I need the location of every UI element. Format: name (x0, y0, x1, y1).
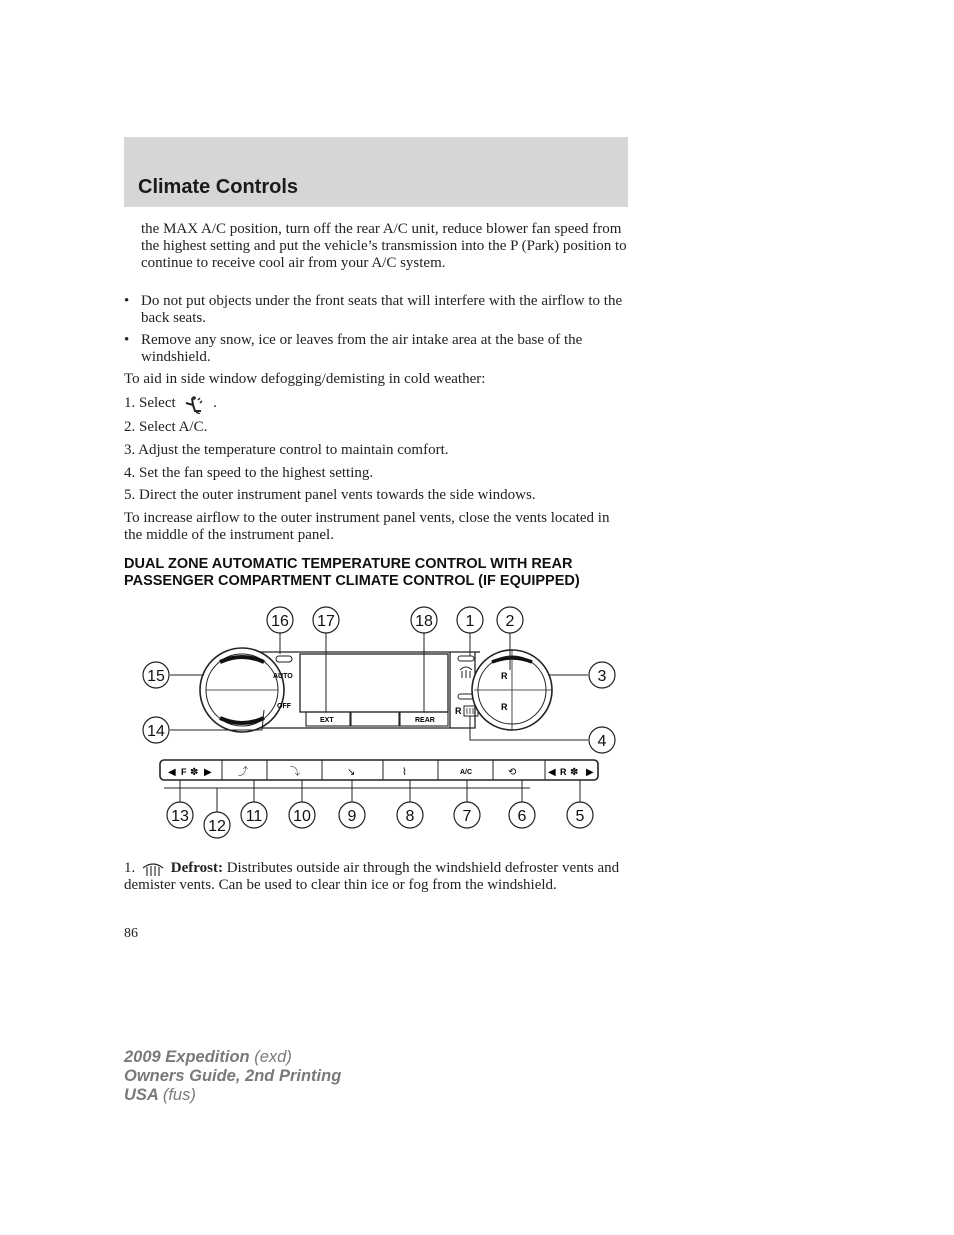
footer-line-1 (124, 1048, 341, 1067)
bullet-dot: • (124, 293, 130, 309)
footer-market-code: (fus) (162, 1086, 196, 1104)
floor-mode-icon: ↘ (347, 767, 356, 778)
callout-16-label: 16 (271, 613, 289, 630)
climate-control-diagram (140, 600, 620, 845)
rear-label: REAR (415, 717, 435, 724)
knob-r-top: R (501, 671, 508, 681)
definition-item (124, 860, 628, 894)
knob-r-bottom: R (501, 702, 508, 712)
callout-3-label: 3 (597, 668, 607, 685)
body-text (124, 221, 628, 551)
paragraph-aid: To aid in side window defogging/demisting in cold weather: (124, 371, 486, 387)
rear-fan-left-arrow: ◀ (548, 767, 556, 778)
footer-model-code: (exd) (254, 1048, 292, 1066)
callout-17-label: 17 (317, 613, 335, 630)
footer-line-2: Owners Guide, 2nd Printing (124, 1067, 342, 1085)
panel-floor-icon: ⤵ (290, 767, 300, 778)
step-1 (124, 395, 628, 412)
footer-model: 2009 Expedition (124, 1048, 250, 1066)
auto-label: AUTO (273, 673, 293, 680)
panel-mode-icon: ⤴ (238, 767, 248, 778)
footer-market: USA (124, 1086, 159, 1104)
page-number: 86 (124, 926, 138, 941)
section-title: Climate Controls (138, 176, 299, 198)
rear-fan-icon: ✽ (570, 767, 579, 778)
callout-14-label: 14 (147, 723, 165, 740)
step-1-suffix: . (213, 395, 217, 411)
definition-text: Distributes outside air through the windshield defroster vents and demister vents. Can be used to clear thin ice or fog from the windshield. (124, 860, 620, 893)
defrost-icon (139, 861, 167, 877)
callout-12-label: 12 (208, 818, 226, 835)
defrost-button-indicator (458, 656, 474, 661)
ac-label: A/C (460, 769, 473, 776)
display-screen (300, 654, 448, 712)
front-fan-left-arrow: ◀ (168, 767, 176, 778)
recirculation-icon: ⟲ (508, 767, 517, 778)
callout-5-label: 5 (575, 808, 585, 825)
definition-term: Defrost: (170, 860, 223, 876)
callout-2-label: 2 (505, 613, 515, 630)
bullet-item: Do not put objects under the front seats that will interfere with the airflow to the back seats. (141, 293, 623, 326)
step-1-prefix: 1. Select (124, 395, 176, 411)
off-label: OFF (277, 703, 291, 710)
definition-number: 1. (124, 860, 136, 876)
callout-18-label: 18 (415, 613, 433, 630)
footer (124, 1048, 341, 1105)
paragraph-continued: the MAX A/C position, turn off the rear A/C unit, reduce blower fan speed from the highest setting and put the vehicle’s transmission into the P (Park) position to continue to receive cool air from your A/C system. (141, 221, 627, 271)
callout-10-label: 10 (293, 808, 311, 825)
front-fan-right-arrow: ▶ (204, 767, 212, 778)
callout-9-label: 9 (347, 808, 357, 825)
callout-15-label: 15 (147, 668, 165, 685)
rear-defrost-r: R (455, 706, 462, 716)
rear-fan-right-arrow: ▶ (586, 767, 594, 778)
paragraph-increase: To increase airflow to the outer instrument panel vents, close the vents located in the middle of the instrument panel. (124, 510, 610, 543)
floor-defrost-mode-icon: ⌇ (402, 767, 407, 778)
callout-11-label: 11 (245, 808, 263, 825)
front-fan-f: F (181, 767, 187, 777)
blank-button (351, 712, 399, 726)
step-4: 4. Set the fan speed to the highest setting. (124, 465, 374, 481)
rear-fan-r: R (560, 767, 567, 777)
button-strip (160, 760, 598, 780)
step-3: 3. Adjust the temperature control to maintain comfort. (124, 442, 449, 458)
floor-defrost-icon (179, 396, 209, 412)
subheading: DUAL ZONE AUTOMATIC TEMPERATURE CONTROL WITH REAR PASSENGER COMPARTMENT CLIMATE CONTROL (IF EQUIPPED) (124, 556, 580, 589)
callout-13-label: 13 (171, 808, 189, 825)
step-2: 2. Select A/C. (124, 419, 208, 435)
callout-6-label: 6 (517, 808, 527, 825)
step-5: 5. Direct the outer instrument panel vents towards the side windows. (124, 487, 536, 503)
fan-icon: ✽ (190, 767, 199, 778)
callout-7-label: 7 (462, 808, 472, 825)
ext-label: EXT (320, 717, 334, 724)
callout-4-label: 4 (597, 733, 607, 750)
defrost-icon (460, 667, 472, 678)
bullet-item: Remove any snow, ice or leaves from the air intake area at the base of the windshield. (141, 332, 583, 365)
callout-8-label: 8 (405, 808, 415, 825)
bullet-dot: • (124, 332, 130, 348)
footer-line-3 (124, 1086, 341, 1105)
callout-1-label: 1 (465, 613, 475, 630)
